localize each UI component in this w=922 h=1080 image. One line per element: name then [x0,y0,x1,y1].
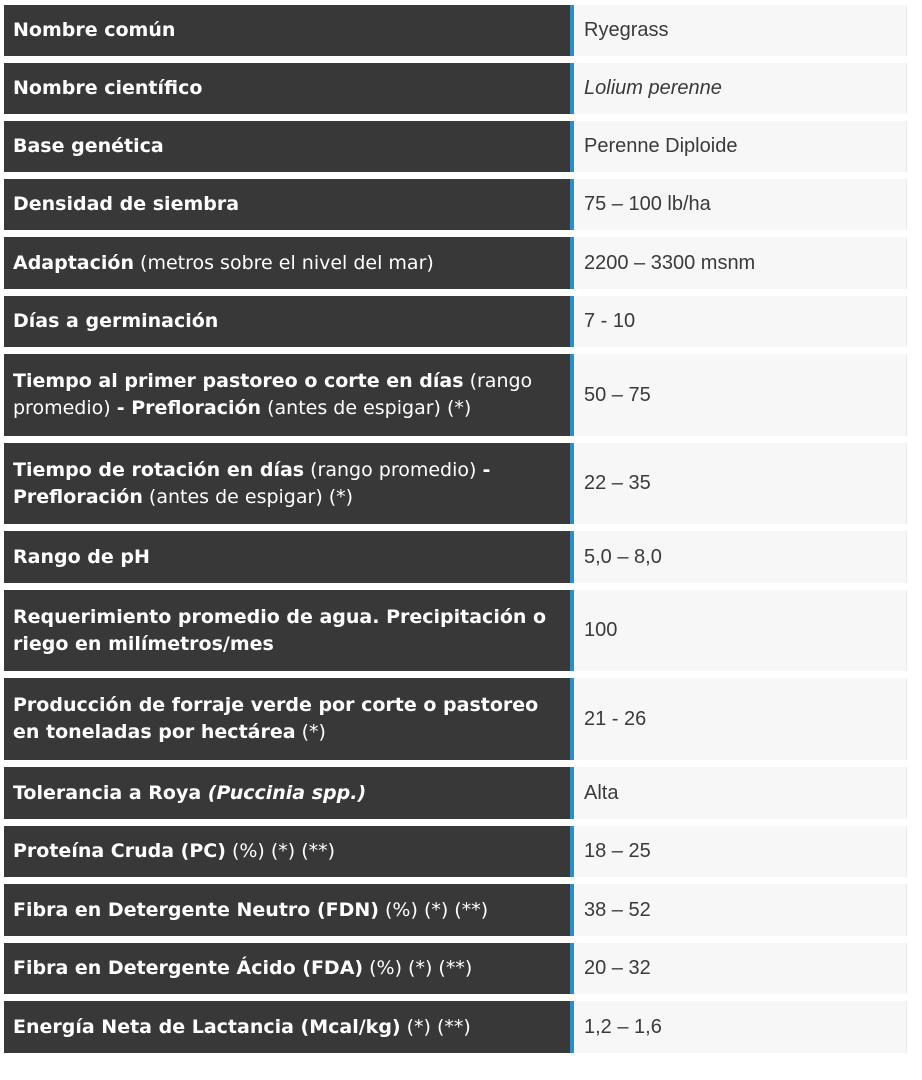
label-segment: Rango de pH [13,545,150,568]
table-row-label [4,237,570,289]
table-row-value: 5,0 – 8,0 [574,531,907,583]
row-label-text [13,692,560,746]
table-row-label [4,826,570,877]
table-row-value: 7 - 10 [574,296,907,347]
table-row-value: 1,2 – 1,6 [574,1001,907,1053]
table-row-value: 2200 – 3300 msnm [574,237,907,289]
label-segment: - Prefloración [13,458,491,508]
label-segment: (%) (*) (**) [225,840,336,862]
table-row-label [4,63,570,114]
label-segment: Nombre científico [13,77,203,99]
row-label-text [13,17,175,44]
label-segment: Proteína Cruda (PC) [13,840,226,862]
table-row-value: 20 – 32 [574,943,907,994]
table-row-value: Lolium perenne [574,63,907,114]
row-label-text [13,897,488,924]
row-label-text [13,457,560,511]
table-row-label [4,590,570,671]
label-segment: Fibra en Detergente Neutro (FDN) [13,898,379,921]
label-segment: (metros sobre el nivel del mar) [134,251,434,274]
label-segment: Fibra en Detergente Ácido (FDA) [13,957,364,979]
label-segment: Nombre común [13,19,176,41]
row-label-text [13,544,150,571]
label-segment: - Prefloración [116,397,262,419]
label-segment: Adaptación [13,251,134,274]
label-segment: Tiempo de rotación en días [13,458,305,481]
table-row-label [4,767,570,819]
row-label-text [13,838,335,865]
table-row-label [4,943,570,994]
label-segment: Energía Neta de Lactancia (Mcal/kg) [13,1015,401,1038]
table-row-label [4,443,570,524]
row-label-text [13,133,164,160]
row-label-text [13,75,202,102]
label-segment: (antes de espigar) (*) [261,397,472,419]
table-row-value: 100 [574,590,907,671]
table-row-label [4,1001,570,1053]
label-segment: (%) (*) (**) [363,957,473,979]
table-row-value: 18 – 25 [574,826,907,877]
table-row-label [4,121,570,172]
row-label-text [13,604,560,658]
label-segment: (*) [295,721,326,743]
label-segment: (rango promedio) [13,370,533,419]
row-label-text [13,1014,471,1041]
label-segment: (antes de espigar) (*) [142,485,354,508]
row-label-text [13,191,239,218]
label-segment: (rango promedio) [304,458,483,481]
table-row-value: 22 – 35 [574,443,907,524]
table-row-label [4,5,570,56]
label-segment: Tolerancia a Roya [13,781,208,804]
row-label-text [13,780,366,807]
label-segment: Tiempo al primer pastoreo o corte en días [13,370,464,392]
table-row-label [4,531,570,583]
table-row-label [4,678,570,760]
table-row-label [4,179,570,230]
row-label-text [13,955,472,982]
table-row-label [4,884,570,936]
table-row-value: Ryegrass [574,5,907,56]
table-row-value: 38 – 52 [574,884,907,936]
row-label-text [13,308,218,335]
label-segment: (Puccinia spp.) [207,781,367,804]
label-segment: (*) (**) [400,1015,471,1038]
label-segment: Producción de forraje verde por corte o pastoreo en toneladas por hectárea [13,694,539,743]
row-label-text [13,368,560,422]
table-row-value: Perenne Diploide [574,121,907,172]
table-row-value: 21 - 26 [574,678,907,760]
table-row-value: 75 – 100 lb/ha [574,179,907,230]
label-segment: Base genética [13,135,164,157]
label-segment: Densidad de siembra [13,193,240,215]
label-segment: (%) (*) (**) [378,898,489,921]
label-segment: Requerimiento promedio de agua. Precipitación o riego en milímetros/mes [13,605,547,655]
table-row-label [4,354,570,436]
row-label-text [13,250,434,277]
table-row-label [4,296,570,347]
table-row-value: 50 – 75 [574,354,907,436]
table-row-value: Alta [574,767,907,819]
label-segment: Días a germinación [13,310,219,332]
